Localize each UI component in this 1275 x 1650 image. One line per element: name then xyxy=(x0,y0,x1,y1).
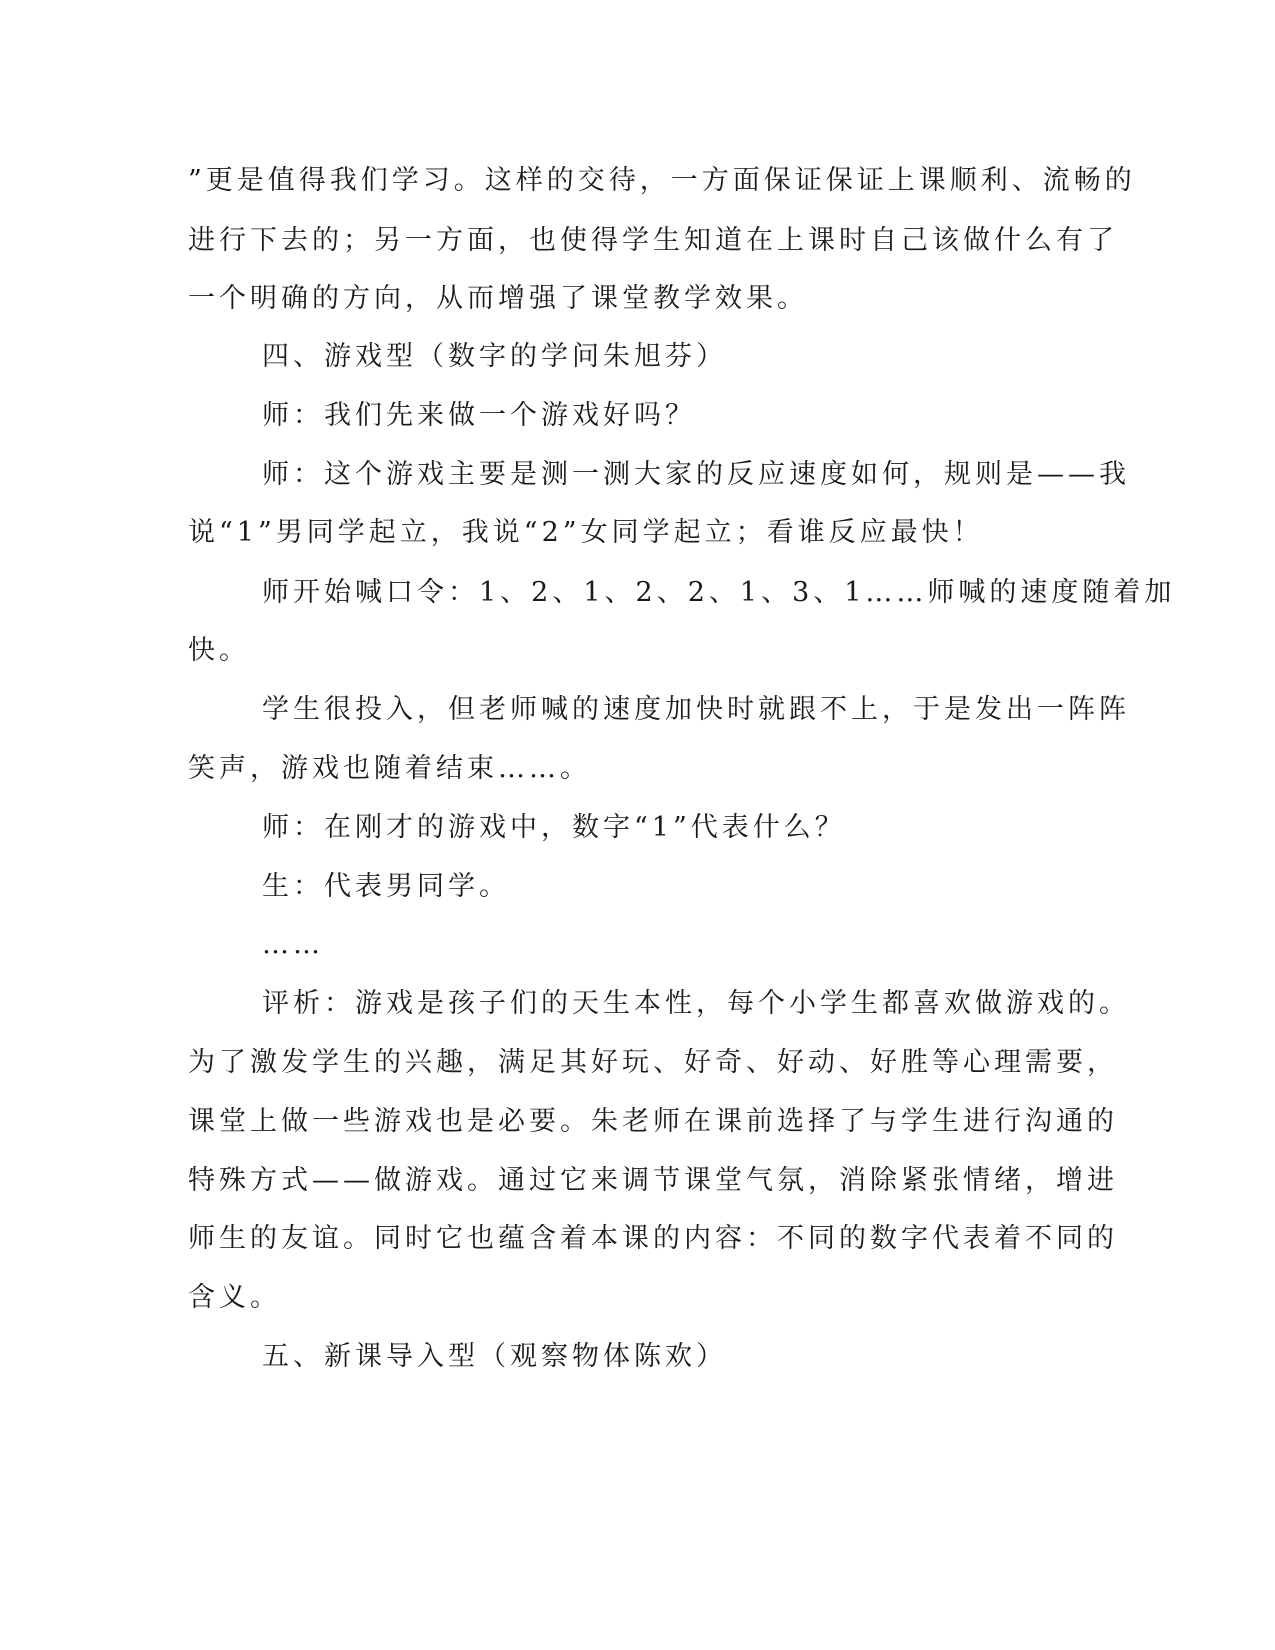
text-line: 进行下去的；另一方面，也使得学生知道在上课时自己该做什么有了 xyxy=(188,225,1118,256)
text-line: 师：在刚才的游戏中，数字“1”代表什么？ xyxy=(262,812,846,843)
section-heading: 五、新课导入型（观察物体陈欢） xyxy=(262,1341,727,1372)
ellipsis-line: …… xyxy=(262,929,324,960)
text-line: 评析：游戏是孩子们的天生本性，每个小学生都喜欢做游戏的。 xyxy=(262,988,1130,1019)
text-line: 说“1”男同学起立，我说“2”女同学起立；看谁反应最快！ xyxy=(188,517,984,548)
text-line: 笑声，游戏也随着结束……。 xyxy=(188,753,591,784)
text-line: 师开始喊口令：1、2、1、2、2、1、3、1……师喊的速度随着加 xyxy=(262,577,1176,608)
text-line: 师生的友谊。同时它也蕴含着本课的内容：不同的数字代表着不同的 xyxy=(188,1223,1118,1254)
text-line: 为了激发学生的兴趣，满足其好玩、好奇、好动、好胜等心理需要， xyxy=(188,1047,1118,1078)
text-line: ”更是值得我们学习。这样的交待，一方面保证保证上课顺利、流畅的 xyxy=(188,165,1136,196)
text-line: 学生很投入，但老师喊的速度加快时就跟不上，于是发出一阵阵 xyxy=(262,694,1130,725)
text-line: 师：我们先来做一个游戏好吗？ xyxy=(262,400,696,431)
text-line: 生：代表男同学。 xyxy=(262,871,510,902)
text-line: 快。 xyxy=(188,635,250,666)
section-heading: 四、游戏型（数字的学问朱旭芬） xyxy=(262,341,727,372)
text-line: 一个明确的方向，从而增强了课堂教学效果。 xyxy=(188,283,808,314)
text-line: 课堂上做一些游戏也是必要。朱老师在课前选择了与学生进行沟通的 xyxy=(188,1106,1118,1137)
text-line: 特殊方式——做游戏。通过它来调节课堂气氛，消除紧张情绪，增进 xyxy=(188,1165,1118,1196)
text-line: 含义。 xyxy=(188,1282,281,1313)
text-line: 师：这个游戏主要是测一测大家的反应速度如何，规则是——我 xyxy=(262,459,1130,490)
